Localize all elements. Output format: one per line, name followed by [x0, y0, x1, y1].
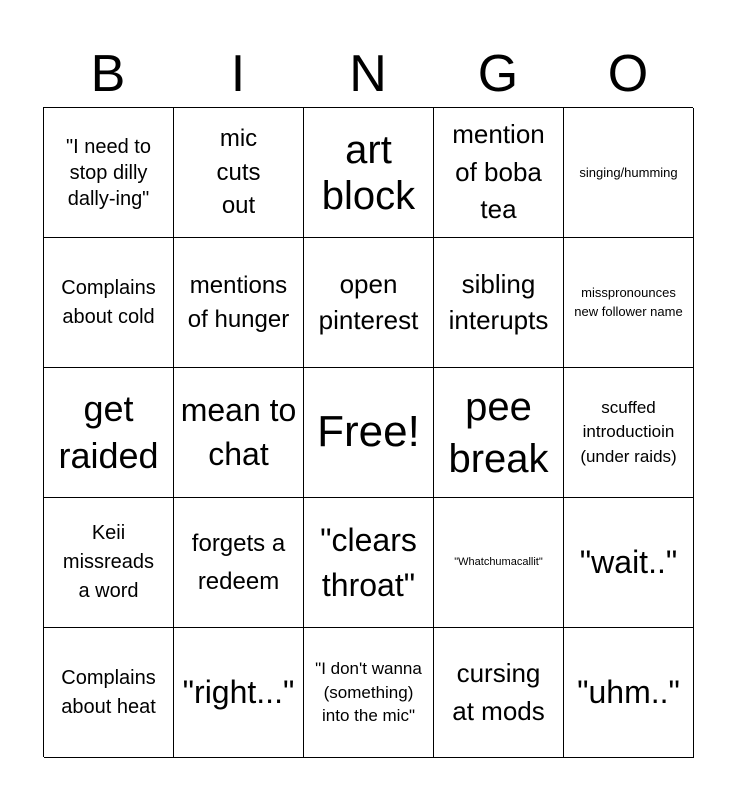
cell-text: art block: [321, 127, 416, 218]
cell-text: open pinterest: [318, 269, 419, 335]
cell-text: "I don't wanna (something) into the mic": [315, 659, 422, 726]
header-letter-o: O: [607, 45, 649, 103]
cell-text: pee break: [448, 384, 549, 481]
bingo-board: [43, 107, 693, 757]
cell-text: Complains about cold: [61, 276, 156, 328]
cell-text: singing/humming: [579, 164, 678, 180]
bingo-cell[interactable]: [44, 628, 174, 758]
bingo-cell[interactable]: [434, 628, 564, 758]
bingo-cell[interactable]: [304, 108, 434, 238]
cell-text: mention of boba tea: [452, 118, 545, 225]
bingo-cell[interactable]: [44, 238, 174, 368]
cell-text: forgets a redeem: [191, 530, 286, 595]
bingo-cell[interactable]: [564, 108, 694, 238]
cell-text: Keii missreads a word: [62, 522, 155, 602]
bingo-cell[interactable]: [564, 368, 694, 498]
cell-text: sibling interupts: [448, 269, 549, 335]
header-letter-n: N: [349, 45, 387, 103]
cell-text: cursing at mods: [452, 657, 545, 726]
bingo-cell[interactable]: [174, 368, 304, 498]
bingo-cell[interactable]: [174, 498, 304, 628]
bingo-cell[interactable]: [44, 368, 174, 498]
cell-text: "I need to stop dilly dally-ing": [66, 135, 151, 210]
cell-text: get raided: [58, 387, 159, 476]
cell-text: Free!: [317, 407, 420, 457]
cell-text: "Whatchumacallit": [454, 556, 543, 569]
bingo-cell[interactable]: [564, 498, 694, 628]
bingo-cell[interactable]: [304, 238, 434, 368]
cell-text: mentions of hunger: [187, 271, 290, 333]
bingo-header: [43, 40, 693, 108]
header-letter-i: I: [230, 45, 246, 103]
cell-text: "uhm..": [577, 673, 680, 710]
bingo-cell[interactable]: [434, 238, 564, 368]
bingo-cell[interactable]: [304, 628, 434, 758]
cell-text: scuffed introductioin (under raids): [580, 397, 677, 466]
bingo-cell[interactable]: [44, 498, 174, 628]
cell-text: Complains about heat: [61, 666, 156, 718]
bingo-cell[interactable]: [304, 498, 434, 628]
bingo-cell[interactable]: [434, 498, 564, 628]
bingo-cell[interactable]: [564, 238, 694, 368]
bingo-cell[interactable]: [434, 368, 564, 498]
cell-text: mean to chat: [180, 392, 297, 472]
cell-text: "right...": [182, 673, 295, 710]
bingo-cell[interactable]: [564, 628, 694, 758]
cell-text: mic cuts out: [216, 125, 261, 220]
cell-text: misspronounces new follower name: [574, 284, 683, 319]
bingo-cell[interactable]: [174, 238, 304, 368]
bingo-cell[interactable]: [174, 108, 304, 238]
cell-text: "clears throat": [320, 521, 417, 603]
bingo-cell[interactable]: [434, 108, 564, 238]
cell-text: "wait..": [579, 543, 678, 580]
header-letter-b: B: [90, 45, 126, 103]
bingo-cell[interactable]: [174, 628, 304, 758]
bingo-cell[interactable]: [304, 368, 434, 498]
bingo-cell[interactable]: [44, 108, 174, 238]
header-letter-g: G: [477, 45, 519, 103]
